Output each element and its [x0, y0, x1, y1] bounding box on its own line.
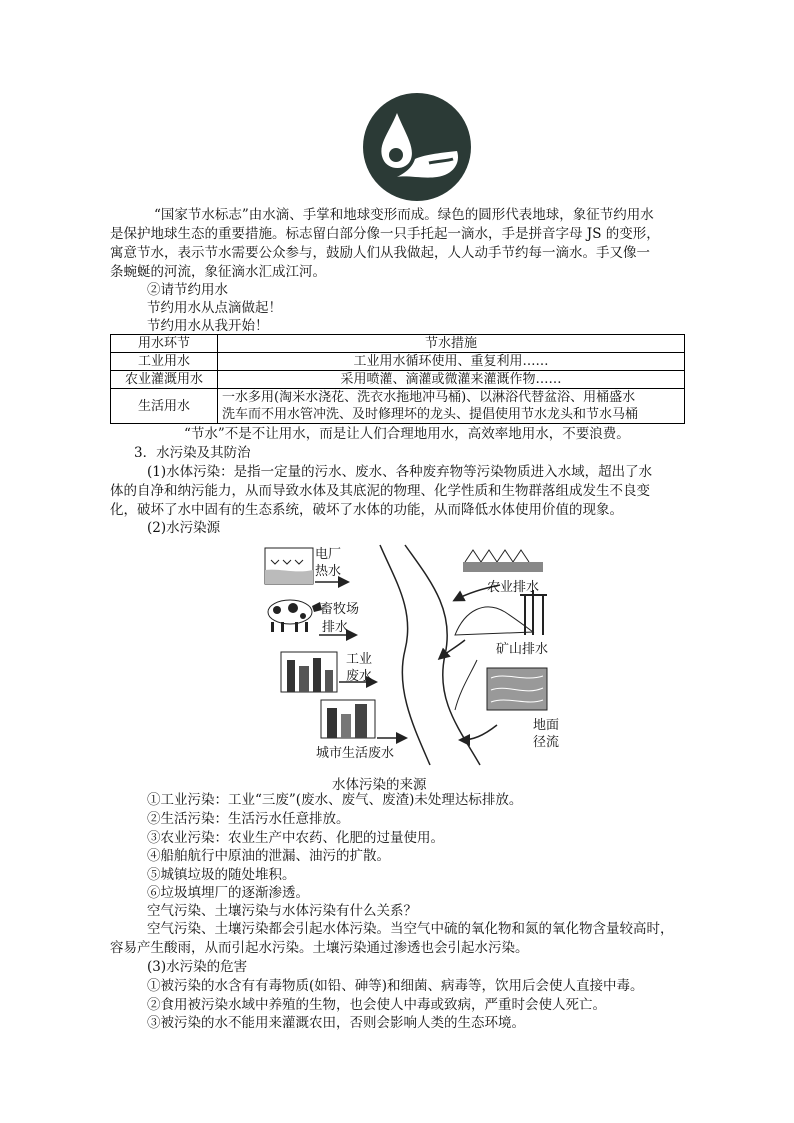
section-heading-save-water: ②请节约用水: [147, 282, 228, 298]
table-row: [111, 389, 685, 424]
diagram-caption: 水体污染的来源: [332, 777, 427, 793]
power-plant-icon: [265, 548, 313, 584]
qa-answer-line-1: 空气污染、土壤污染都会引起水体污染。当空气中硫的氧化物和氮的氧化物含量较高时，: [147, 921, 674, 937]
label-runoff-1: 地面: [533, 718, 560, 733]
label-industrial-waste: 废水: [346, 669, 373, 684]
definition-line-2: 体的自净和纳污能力，从而导致水体及其底泥的物理、化学性质和生物群落组成发生不良变: [110, 483, 650, 499]
harm-item: ③被污染的水不能用来灌溉农田，否则会影响人类的生态环境。: [147, 1015, 525, 1031]
table-cell-stage: 农业灌溉用水: [111, 371, 218, 389]
label-mine-drain: 矿山排水: [496, 642, 549, 657]
note-line: “节水”不是不让用水，而是让人们合理地用水，高效率地用水，不要浪费。: [184, 426, 630, 442]
intro-line-3: 寓意节水，表示节水需要公众参与，鼓励人们从我做起，人人动手节约每一滴水。手又像一: [110, 245, 650, 261]
source-item: ③农业污染：农业生产中农药、化肥的过量使用。: [147, 830, 444, 846]
label-runoff-2: 径流: [533, 735, 560, 750]
measure-line: 洗车而不用水管冲洗、及时修理坏的龙头、提倡使用节水龙头和节水马桶: [222, 407, 639, 422]
sources-heading: (2)水污染源: [147, 520, 221, 536]
table-row: [111, 353, 685, 371]
table-header-measures: 节水措施: [218, 335, 685, 353]
river-left-bank: [380, 545, 430, 765]
source-item: ②生活污染：生活污水任意排放。: [147, 811, 350, 827]
source-item: ④船舶航行中原油的泄漏、油污的扩散。: [147, 848, 390, 864]
table-cell-stage: 生活用水: [111, 389, 218, 424]
table-row: [111, 371, 685, 389]
intro-line-1: “国家节水标志”由水滴、手掌和地球变形而成。绿色的圆形代表地球，象征节约用水: [154, 207, 654, 223]
water-saving-table: [110, 334, 685, 424]
label-industry: 工业: [346, 652, 373, 667]
table-cell-measure: 工业用水循环使用、重复利用……: [218, 353, 685, 371]
label-power-plant: 电厂: [315, 547, 342, 562]
label-livestock: 畜牧场: [320, 602, 360, 617]
factory-icon: [281, 652, 337, 692]
table-cell-measure: [218, 389, 685, 424]
source-item: ①工业污染：工业“三废”(废水、废气、废渣)未处理达标排放。: [147, 792, 523, 808]
slogan-1: 节约用水从点滴做起！: [147, 300, 282, 316]
source-item: ⑥垃圾填埋厂的逐渐渗透。: [147, 885, 309, 901]
slogan-2: 节约用水从我开始！: [147, 318, 269, 334]
label-agri-drain: 农业排水: [487, 580, 540, 595]
definition-line-3: 化，破坏了水中固有的生态系统，破坏了水体的功能，从而降低水体使用价值的现象。: [110, 502, 623, 518]
intro-line-4: 条蜿蜒的河流，象征滴水汇成江河。: [110, 264, 326, 280]
table-header-row: [111, 335, 685, 353]
section-heading-pollution: 3．水污染及其防治: [134, 445, 251, 461]
measure-line: 一水多用(淘米水浇花、洗衣水拖地冲马桶)、以淋浴代替盆浴、用桶盛水: [222, 390, 636, 405]
mine-icon: [455, 590, 547, 635]
qa-answer-line-2: 容易产生酸雨，从而引起水污染。土壤污染通过渗透也会引起水污染。: [110, 940, 529, 956]
runoff-icon: [487, 668, 547, 710]
qa-question: 空气污染、土壤污染与水体污染有什么关系？: [147, 903, 417, 919]
table-header-stage: 用水环节: [111, 335, 218, 353]
table-cell-stage: 工业用水: [111, 353, 218, 371]
source-item: ⑤城镇垃圾的随处堆积。: [147, 867, 296, 883]
definition-line-1: (1)水体污染：是指一定量的污水、废水、各种废弃物等污染物质进入水域，超出了水: [147, 464, 653, 480]
label-hot-water: 热水: [315, 564, 342, 579]
intro-line-2: 是保护地球生态的重要措施。标志留白部分像一只手托起一滴水，手是拼音字母 JS 的变形，: [110, 226, 660, 242]
label-livestock-drain: 排水: [322, 620, 349, 635]
table-cell-measure: 采用喷灌、滴灌或微灌来灌溉作物……: [218, 371, 685, 389]
water-saving-logo-icon: [357, 93, 477, 203]
farm-icon: [463, 550, 543, 572]
city-buildings-icon: [321, 700, 375, 738]
label-city-waste: 城市生活废水: [316, 746, 395, 761]
harm-item: ①被污染的水含有有毒物质(如铅、砷等)和细菌、病毒等，饮用后会使人直接中毒。: [147, 978, 644, 994]
harm-item: ②食用被污染水域中养殖的生物，也会使人中毒或致病，严重时会使人死亡。: [147, 997, 606, 1013]
harm-heading: (3)水污染的危害: [147, 959, 248, 975]
cow-icon: [268, 600, 322, 632]
